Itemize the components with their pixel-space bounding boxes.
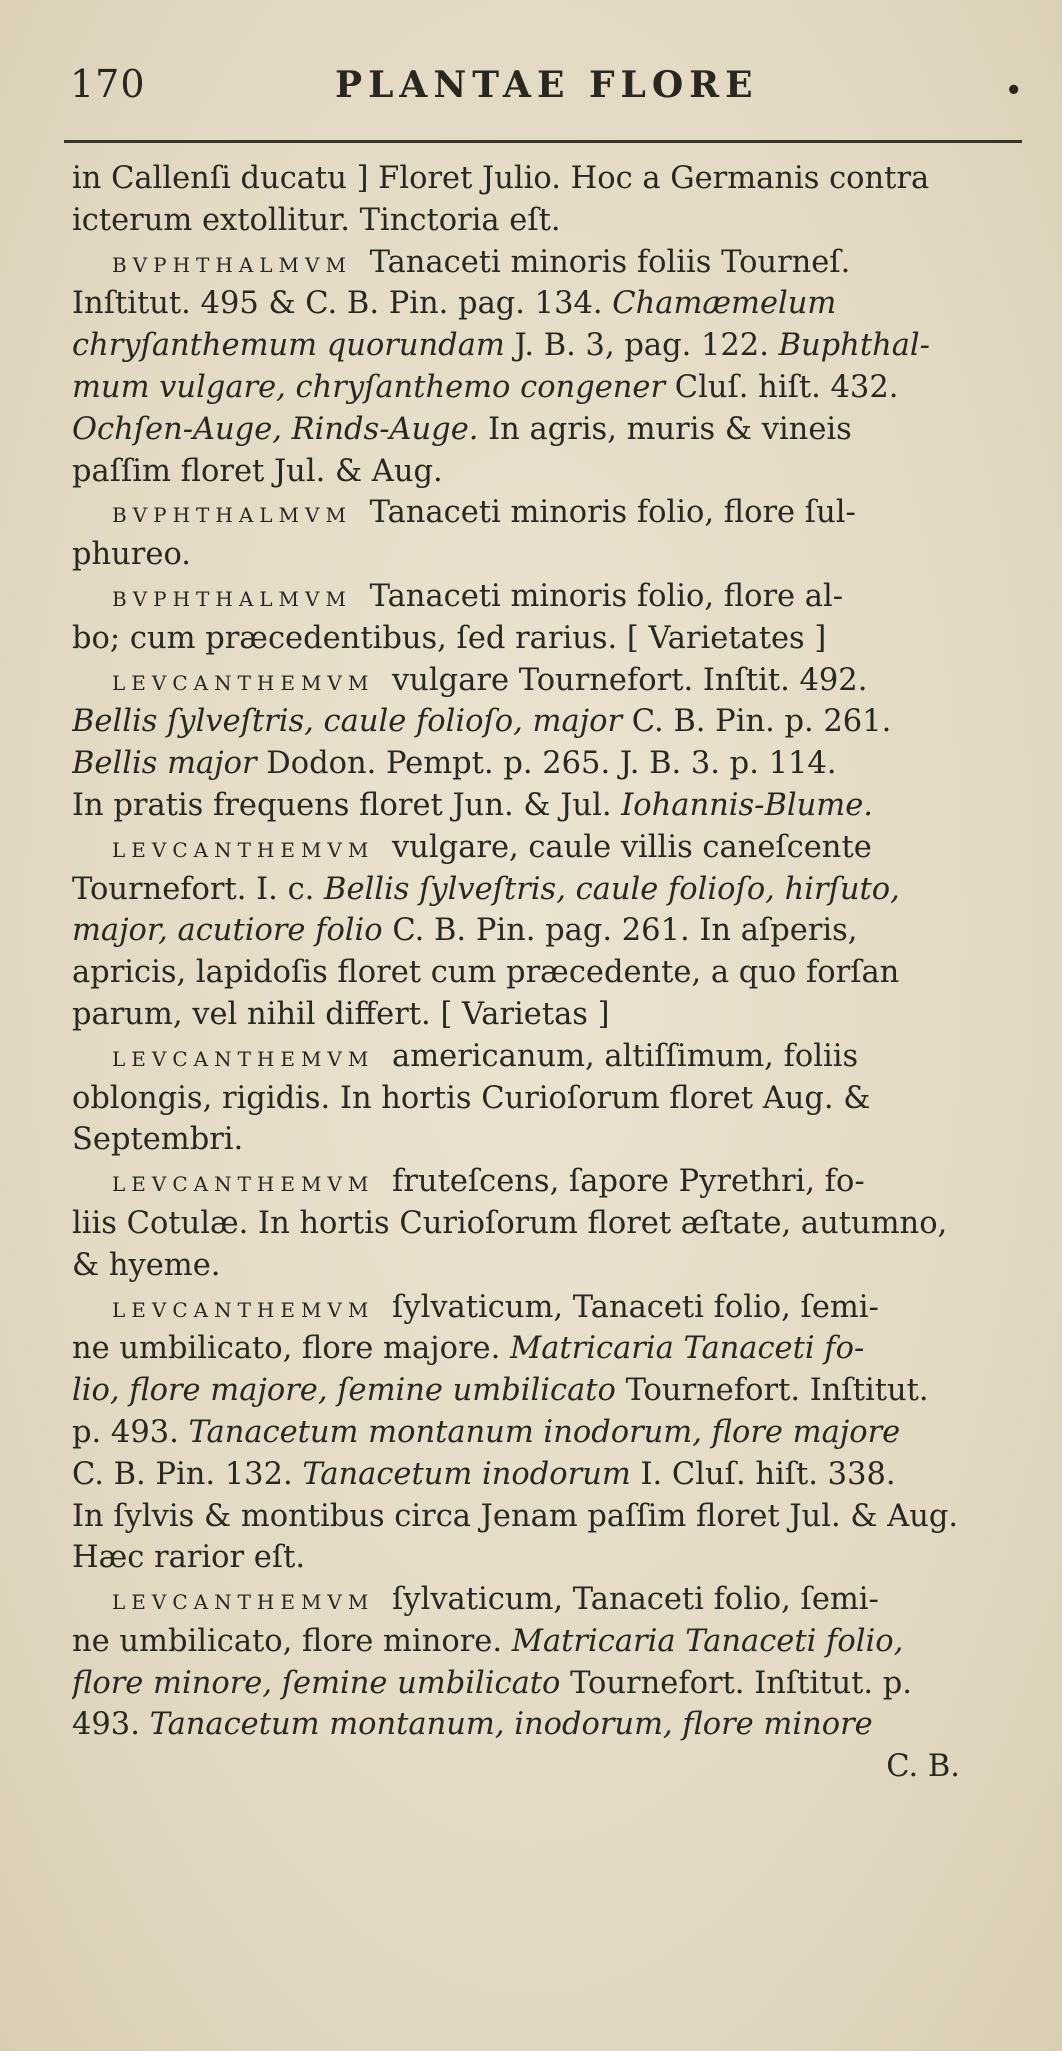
text-line	[72, 1287, 1020, 1329]
text-run: ne umbilicato, flore majore.	[72, 1331, 510, 1367]
text-run: & hyeme.	[72, 1247, 221, 1283]
italic-text: Matricaria Tanaceti fo-	[510, 1331, 865, 1367]
genus-name: LEVCANTHEMVM	[112, 1046, 375, 1071]
text-run: I. Cluſ. hiſt. 338.	[630, 1456, 896, 1492]
text-line	[72, 910, 1020, 952]
text-run: Dodon. Pempt. p. 265. J. B. 3. p. 114.	[256, 746, 837, 782]
italic-text: Bellis ſylveſtris, caule folioſo, hirſuto,	[324, 871, 900, 907]
text-run: Tournefort. Inſtitut. p.	[560, 1665, 912, 1701]
text-line	[72, 1203, 1020, 1245]
text-line	[72, 869, 1020, 911]
running-head: PLANTAE FLORE	[335, 64, 759, 106]
text-line	[72, 576, 1020, 618]
text-line	[72, 1746, 1020, 1788]
text-run: Hæc rarior eſt.	[72, 1540, 306, 1576]
italic-text: chryſanthemum quorundam	[72, 328, 505, 364]
text-line	[72, 660, 1020, 702]
text-line	[72, 1370, 1020, 1412]
text-line	[72, 1704, 1020, 1746]
text-run: ne umbilicato, flore minore.	[72, 1623, 512, 1659]
text-line	[72, 409, 1020, 451]
italic-text: Matricaria Tanaceti folio,	[511, 1623, 904, 1659]
text-line	[72, 1078, 1020, 1120]
text-line	[72, 1537, 1020, 1579]
text-run: oblongis, rigidis. In hortis Curioſorum floret Aug. &	[72, 1080, 871, 1116]
text-line	[72, 1119, 1020, 1161]
text-run: americanum, altiſſimum, foliis	[382, 1038, 859, 1074]
italic-text: Tanacetum inodorum	[302, 1456, 631, 1492]
text-run: parum, vel nihil differt. [ Varietas ]	[72, 996, 610, 1032]
text-run: fruteſcens, ſapore Pyrethri, fo-	[382, 1164, 865, 1200]
text-line	[72, 1454, 1020, 1496]
page-header	[70, 62, 1022, 122]
genus-name: LEVCANTHEMVM	[112, 837, 375, 862]
italic-text: mum vulgare, chryſanthemo congener	[72, 369, 666, 405]
text-run: phureo.	[72, 537, 191, 573]
text-line	[72, 1245, 1020, 1287]
italic-text: Buphthal-	[778, 328, 930, 364]
text-line	[72, 827, 1020, 869]
text-run: ſylvaticum, Tanaceti folio, ſemi-	[382, 1582, 879, 1618]
header-rule	[64, 140, 1022, 143]
header-mark: •	[1005, 76, 1022, 106]
text-run: bo; cum præcedentibus, ſed rarius. [ Varietates ]	[72, 620, 827, 656]
text-line	[72, 743, 1020, 785]
text-line	[72, 534, 1020, 576]
text-run: Inſtitut. 495 & C. B. Pin. pag. 134.	[72, 286, 613, 322]
text-line	[72, 1579, 1020, 1621]
text-run: vulgare Tournefort. Inſtit. 492.	[382, 662, 868, 698]
text-run: C. B. Pin. 132.	[72, 1456, 303, 1492]
text-run: Tanaceti minoris folio, flore al-	[359, 578, 844, 614]
text-run: C. B. Pin. p. 261.	[622, 704, 892, 740]
italic-text: lio, flore majore, ſemine umbilicato	[72, 1373, 616, 1409]
text-line	[72, 701, 1020, 743]
genus-name: BVPHTHALMVM	[112, 503, 352, 528]
text-run: Septembri.	[72, 1122, 244, 1158]
text-line	[72, 158, 1020, 200]
text-line	[72, 1328, 1020, 1370]
text-run: C. B.	[886, 1749, 960, 1785]
text-run: J. B. 3, pag. 122.	[504, 328, 779, 364]
text-line	[72, 994, 1020, 1036]
text-run: Tanaceti minoris foliis Tourneſ.	[359, 244, 851, 280]
text-run: Cluſ. hiſt. 432.	[665, 369, 899, 405]
italic-text: Ochſen-Auge, Rinds-Auge.	[72, 411, 479, 447]
text-run: Tournefort. Inſtitut.	[615, 1373, 929, 1409]
text-run: apricis, lapidoſis floret cum præcedente, a quo forſan	[72, 955, 900, 991]
text-line	[72, 451, 1020, 493]
text-line	[72, 952, 1020, 994]
text-line	[72, 367, 1020, 409]
text-line	[72, 785, 1020, 827]
text-line	[72, 1036, 1020, 1078]
text-line	[72, 1161, 1020, 1203]
italic-text: Tanacetum montanum, inodorum, flore minore	[149, 1707, 873, 1743]
italic-text: Bellis ſylveſtris, caule folioſo, major	[72, 704, 623, 740]
italic-text: flore minore, ſemine umbilicato	[72, 1665, 561, 1701]
text-line	[72, 200, 1020, 242]
genus-name: LEVCANTHEMVM	[112, 1172, 375, 1197]
italic-text: Tanacetum montanum inodorum, flore majore	[188, 1414, 901, 1450]
text-line	[72, 283, 1020, 325]
text-run: vulgare, caule villis caneſcente	[382, 829, 872, 865]
text-run: Tournefort. I. c.	[72, 871, 325, 907]
genus-name: LEVCANTHEMVM	[112, 670, 375, 695]
text-line	[72, 1663, 1020, 1705]
text-line	[72, 325, 1020, 367]
genus-name: LEVCANTHEMVM	[112, 1297, 375, 1322]
text-run: liis Cotulæ. In hortis Curioſorum floret æſtate, autumno,	[72, 1205, 948, 1241]
page-number: 170	[70, 62, 146, 106]
text-run: In ſylvis & montibus circa Jenam paſſim floret Jul. & Aug.	[72, 1498, 959, 1534]
genus-name: BVPHTHALMVM	[112, 586, 352, 611]
genus-name: BVPHTHALMVM	[112, 252, 352, 277]
text-line	[72, 242, 1020, 284]
text-run: C. B. Pin. pag. 261. In aſperis,	[382, 913, 858, 949]
text-line	[72, 618, 1020, 660]
italic-text: Iohannis-Blume.	[621, 787, 873, 823]
body-text	[72, 158, 1020, 1788]
text-run: 493.	[72, 1707, 150, 1743]
italic-text: Chamæmelum	[612, 286, 837, 322]
text-run: In pratis frequens floret Jun. & Jul.	[72, 787, 622, 823]
text-run: p. 493.	[72, 1414, 189, 1450]
text-run: paſſim floret Jul. & Aug.	[72, 453, 443, 489]
text-line	[72, 492, 1020, 534]
text-run: Tanaceti minoris folio, flore ſul-	[359, 495, 856, 531]
text-run: icterum extollitur. Tinctoria eſt.	[72, 202, 561, 238]
text-line	[72, 1621, 1020, 1663]
text-run: in Callenſi ducatu ] Floret Julio. Hoc a Germanis contra	[72, 161, 930, 196]
italic-text: major, acutiore folio	[72, 913, 383, 949]
italic-text: Bellis major	[72, 746, 257, 782]
text-run: ſylvaticum, Tanaceti folio, ſemi-	[382, 1289, 879, 1325]
text-line	[72, 1412, 1020, 1454]
text-run: In agris, muris & vineis	[478, 411, 852, 447]
genus-name: LEVCANTHEMVM	[112, 1590, 375, 1615]
text-line	[72, 1496, 1020, 1538]
